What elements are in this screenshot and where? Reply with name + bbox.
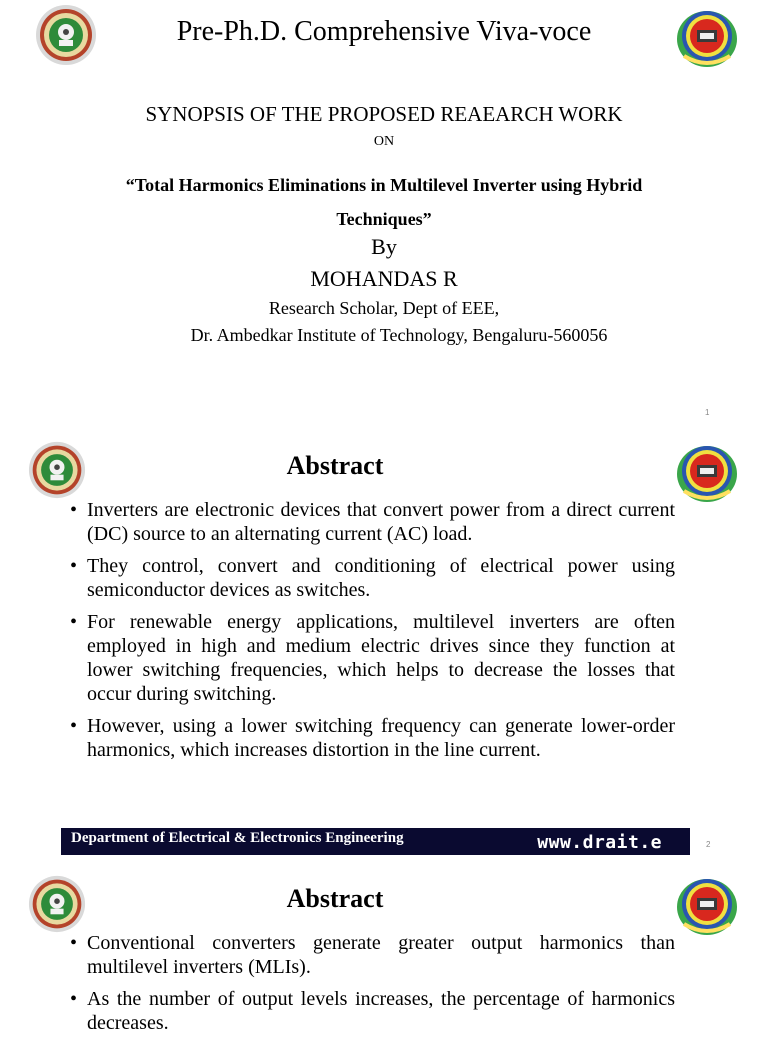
by-label: By xyxy=(371,234,397,259)
abstract-bullet-list xyxy=(70,498,675,770)
vtu-logo xyxy=(28,441,86,499)
footer-department: Department of Electrical & Electronics Engineering xyxy=(71,830,404,846)
bullet-item xyxy=(70,931,675,979)
bullet-text: However, using a lower switching frequency can generate lower-order harmonics, which increases distortion in the line current. xyxy=(87,715,675,761)
page-number: 1 xyxy=(705,408,710,417)
page-number: 2 xyxy=(706,840,711,849)
drait-logo xyxy=(676,876,738,938)
drait-logo xyxy=(676,443,738,505)
research-topic: “Total Harmonics Eliminations in Multilevel Inverter using Hybrid Techniques” xyxy=(125,175,643,229)
bullet-text: As the number of output levels increases, the percentage of harmonics decreases. xyxy=(87,988,675,1034)
bullet-item xyxy=(70,610,675,706)
on-label: ON xyxy=(373,134,395,149)
bullet-marker: • xyxy=(70,715,78,737)
bullet-item xyxy=(70,714,675,762)
abstract-heading: Abstract xyxy=(286,884,384,913)
bullet-text: For renewable energy applications, multilevel inverters are often employed in high and medium electric drives since they function at lower switching frequencies, which helps to decrease the losses that occur during switching. xyxy=(87,611,675,705)
abstract-heading: Abstract xyxy=(286,451,384,480)
footer-website[interactable]: www.drait.e xyxy=(537,832,662,853)
slide1-title: Pre-Ph.D. Comprehensive Viva-voce xyxy=(176,16,592,47)
bullet-marker: • xyxy=(70,932,78,954)
vtu-logo xyxy=(28,875,86,933)
bullet-item xyxy=(70,498,675,546)
abstract-bullet-list xyxy=(70,931,675,1043)
bullet-text: Conventional converters generate greater output harmonics than multilevel inverters (MLIs). xyxy=(87,932,675,978)
author-name: MOHANDAS R xyxy=(310,266,458,291)
bullet-marker: • xyxy=(70,499,78,521)
bullet-marker: • xyxy=(70,988,78,1010)
synopsis-heading: SYNOPSIS OF THE PROPOSED REAEARCH WORK xyxy=(145,102,623,126)
author-role: Research Scholar, Dept of EEE, xyxy=(268,298,500,318)
bullet-marker: • xyxy=(70,555,78,577)
institute-name: Dr. Ambedkar Institute of Technology, Bengaluru-560056 xyxy=(190,325,608,345)
bullet-item xyxy=(70,987,675,1035)
bullet-marker: • xyxy=(70,611,78,633)
bullet-item xyxy=(70,554,675,602)
bullet-text: They control, convert and conditioning of electrical power using semiconductor devices as switches. xyxy=(87,555,675,601)
footer-bar xyxy=(61,828,690,855)
bullet-text: Inverters are electronic devices that convert power from a direct current (DC) source to an alternating current (AC) load. xyxy=(87,499,675,545)
